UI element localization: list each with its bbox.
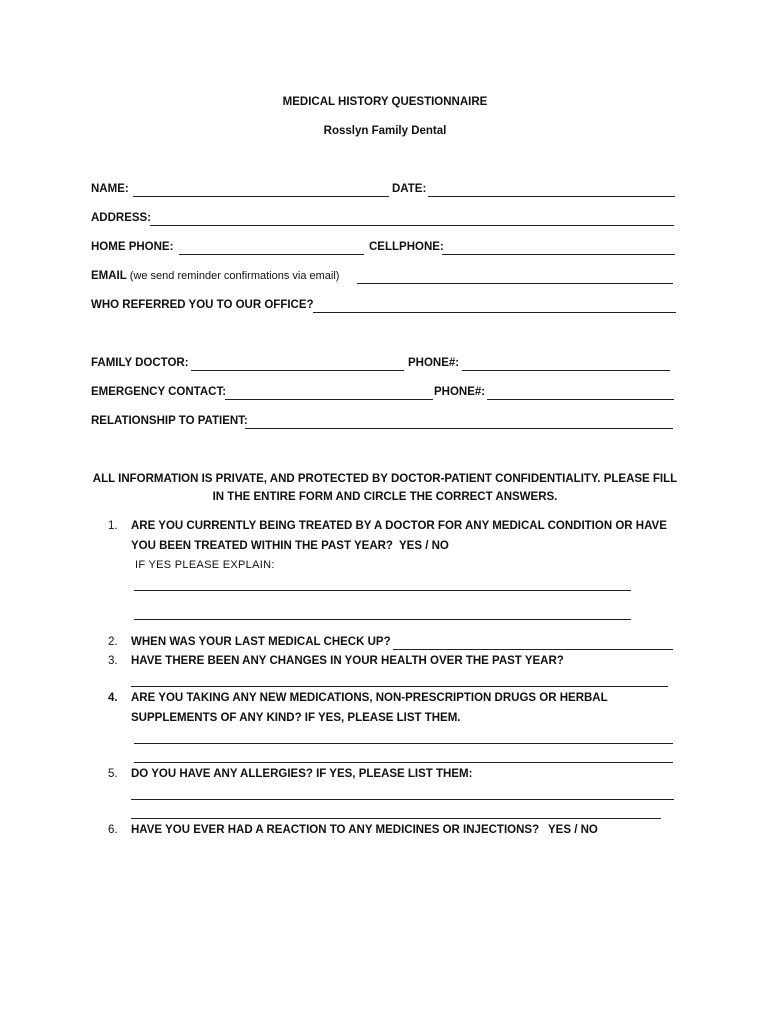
emergency-contact-label: EMERGENCY CONTACT: [91,386,227,398]
family-doctor-field[interactable] [191,370,404,371]
relationship-label: RELATIONSHIP TO PATIENT: [91,415,248,427]
family-doctor-phone-field[interactable] [462,370,670,371]
referred-field[interactable] [313,312,676,313]
email-label [91,270,339,282]
question-6-options[interactable]: YES / NO [548,824,598,836]
question-4-answer-line-1[interactable] [134,743,673,744]
emergency-phone-label: PHONE#: [434,386,486,398]
question-3-answer-line[interactable] [131,686,668,687]
emergency-contact-field[interactable] [225,399,433,400]
address-field[interactable] [150,225,674,226]
name-field[interactable] [133,196,389,197]
question-1-line1: ARE YOU CURRENTLY BEING TREATED BY A DOCTOR FOR ANY MEDICAL CONDITION OR HAVE [131,520,667,532]
question-4-line2: SUPPLEMENTS OF ANY KIND? IF YES, PLEASE LIST THEM. [131,712,461,724]
question-1-number: 1. [108,520,118,532]
email-label-text: EMAIL [91,270,127,282]
emergency-phone-field[interactable] [487,399,674,400]
cellphone-label: CELLPHONE: [369,241,444,253]
question-1-options[interactable]: YES / NO [399,540,449,552]
email-field[interactable] [357,283,673,284]
question-2-answer-line[interactable] [393,649,673,650]
address-label: ADDRESS: [91,212,152,224]
question-5-number: 5. [108,768,118,780]
question-4-answer-line-2[interactable] [134,762,673,763]
date-label: DATE: [392,183,427,195]
date-field[interactable] [428,196,675,197]
question-1-explain-label: IF YES PLEASE EXPLAIN: [135,559,275,571]
question-6-number: 6. [108,824,118,836]
question-4-line1: ARE YOU TAKING ANY NEW MEDICATIONS, NON-PRESCRIPTION DRUGS OR HERBAL [131,692,608,704]
question-3-text: HAVE THERE BEEN ANY CHANGES IN YOUR HEALTH OVER THE PAST YEAR? [131,655,564,667]
referred-label: WHO REFERRED YOU TO OUR OFFICE? [91,299,314,311]
question-5-text: DO YOU HAVE ANY ALLERGIES? IF YES, PLEASE LIST THEM: [131,768,473,780]
question-5-answer-line-2[interactable] [131,818,661,819]
privacy-notice-line1: ALL INFORMATION IS PRIVATE, AND PROTECTED BY DOCTOR-PATIENT CONFIDENTIALITY. PLEASE FILL [92,473,678,485]
question-6-text: HAVE YOU EVER HAD A REACTION TO ANY MEDICINES OR INJECTIONS? [131,824,540,836]
practice-name: Rosslyn Family Dental [323,125,447,137]
question-3-number: 3. [108,655,118,667]
family-doctor-label: FAMILY DOCTOR: [91,357,189,369]
family-doctor-phone-label: PHONE#: [408,357,460,369]
question-5-answer-line-1[interactable] [131,799,674,800]
question-2-text: WHEN WAS YOUR LAST MEDICAL CHECK UP? [131,636,391,648]
question-1-answer-line-1[interactable] [134,590,631,591]
email-note: (we send reminder confirmations via email) [129,270,340,282]
name-label: NAME: [91,183,129,195]
question-1-answer-line-2[interactable] [134,619,631,620]
relationship-field[interactable] [245,428,673,429]
home-phone-field[interactable] [179,254,364,255]
question-4-number: 4. [108,692,118,704]
home-phone-label: HOME PHONE: [91,241,174,253]
privacy-notice-line2: IN THE ENTIRE FORM AND CIRCLE THE CORRECT ANSWERS. [212,491,558,503]
question-1-line2: YOU BEEN TREATED WITHIN THE PAST YEAR? [131,540,393,552]
cellphone-field[interactable] [442,254,675,255]
form-title: MEDICAL HISTORY QUESTIONNAIRE [282,96,488,108]
question-2-number: 2. [108,636,118,648]
